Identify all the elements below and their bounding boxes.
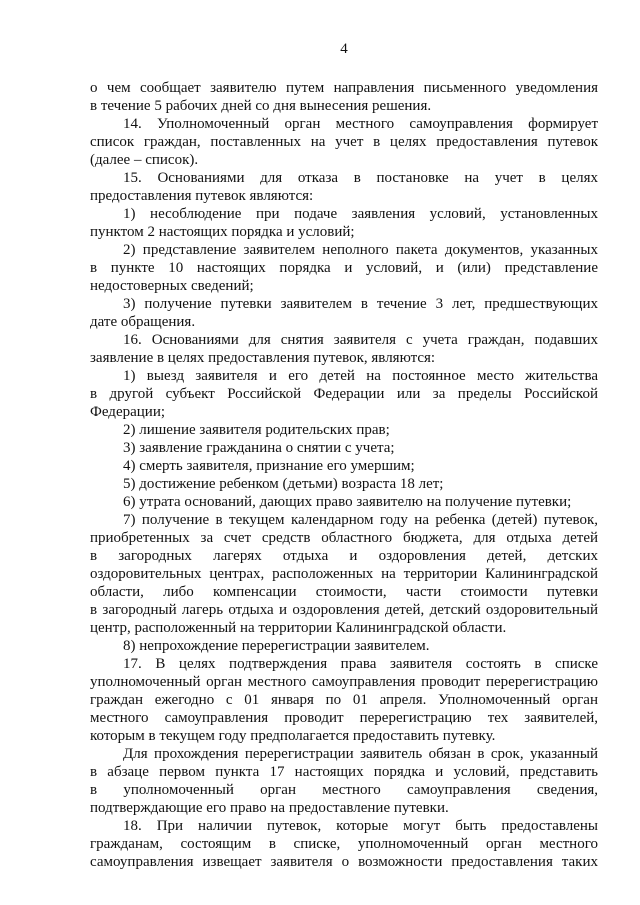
text-line: которым в текущем году предполагается предоставить путевку. [90,728,496,744]
text-line: 1) несоблюдение при подаче заявления условий, установленных [123,206,598,222]
text-line: список граждан, поставленных на учет в целях предоставления путевок [90,134,598,150]
text-line: недостоверных сведений; [90,278,254,294]
text-line: 3) заявление гражданина о снятии с учета; [123,440,395,456]
text-line: в течение 5 рабочих дней со дня вынесения решения. [90,98,432,114]
text-line: Федерации; [90,404,166,420]
text-line: области, либо компенсации стоимости, части стоимости путевки [90,584,598,600]
text-line: 16. Основаниями для снятия заявителя с учета граждан, подавших [123,332,598,348]
text-line: 5) достижение ребенком (детьми) возраста 18 лет; [123,476,444,492]
text-line: гражданам, состоящим в списке, уполномоченный орган местного [90,836,598,852]
text-line: граждан ежегодно с 01 января по 01 апреля. Уполномоченный орган [90,692,598,708]
text-line: предоставления путевок являются: [90,188,314,204]
text-line: 2) представление заявителем неполного пакета документов, указанных [123,242,598,258]
text-line: самоуправления извещает заявителя о возможности предоставления таких [90,854,598,870]
text-line: (далее – список). [90,152,199,168]
text-line: в абзаце первом пункта 17 настоящих порядка и условий, представить [90,764,598,780]
text-line: 1) выезд заявителя и его детей на постоянное место жительства [123,368,598,384]
text-line: уполномоченный орган местного самоуправления проводит перерегистрацию [90,674,598,690]
text-line: 2) лишение заявителя родительских прав; [123,422,390,438]
text-line: 8) непрохождение перерегистрации заявителем. [123,638,430,654]
text-line: оздоровительных центрах, расположенных на территории Калининградской [90,566,598,582]
text-line: 15. Основаниями для отказа в постановке на учет в целях [123,170,598,186]
text-line: о чем сообщает заявителю путем направления письменного уведомления [90,80,598,96]
text-line: в пункте 10 настоящих порядка и условий, и (или) представление [90,260,598,276]
text-line: в другой субъект Российской Федерации или за пределы Российской [90,386,598,402]
text-line: 4) смерть заявителя, признание его умершим; [123,458,415,474]
text-line: дате обращения. [90,314,196,330]
text-line: 14. Уполномоченный орган местного самоуправления формирует [123,116,598,132]
text-line: центр, расположенный на территории Калининградской области. [90,620,507,636]
document-body [90,79,598,871]
page-number: 4 [340,41,348,57]
text-line: приобретенных за счет средств областного бюджета, для отдыха детей [90,530,598,546]
text-line: в загородный лагерь отдыха и оздоровления детей, детский оздоровительный [90,602,598,618]
text-line: 17. В целях подтверждения права заявителя состоять в списке [123,656,598,672]
text-line: 6) утрата оснований, дающих право заявителю на получение путевки; [123,494,572,510]
text-line: 3) получение путевки заявителем в течение 3 лет, предшествующих [123,296,598,312]
text-line: Для прохождения перерегистрации заявитель обязан в срок, указанный [123,746,598,762]
text-line: местного самоуправления проводит перерегистрацию тех заявителей, [90,710,598,726]
text-line: 7) получение в текущем календарном году на ребенка (детей) путевок, [123,512,598,528]
text-line: в загородных лагерях отдыха и оздоровления детей, детских [90,548,598,564]
text-line: 18. При наличии путевок, которые могут быть предоставлены [123,818,598,834]
text-line: подтверждающие его право на предоставление путевки. [90,800,449,816]
text-line: заявление в целях предоставления путевок, являются: [90,350,436,366]
text-line: в уполномоченный орган местного самоуправления сведения, [90,782,598,798]
text-line: пунктом 2 настоящих порядка и условий; [90,224,355,240]
